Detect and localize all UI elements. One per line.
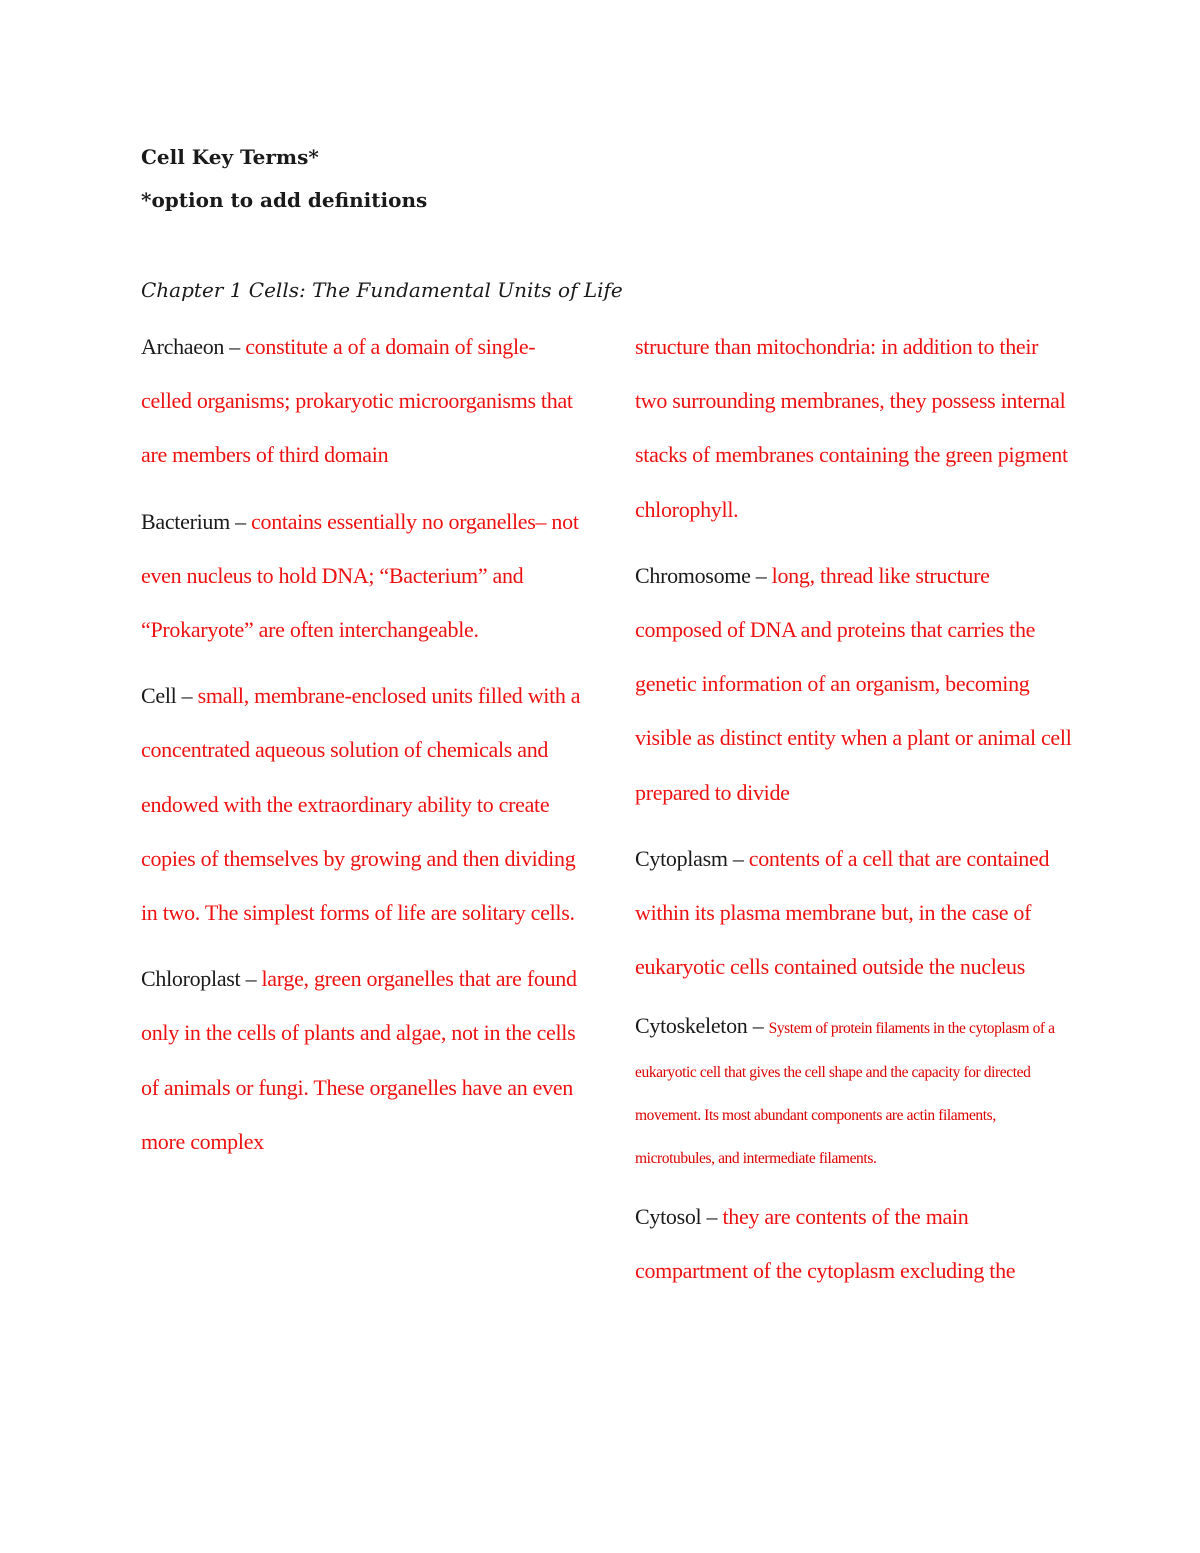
definition-cytoplasm: contents of a cell that are contained within its plasma membrane but, in the case of eukaryotic cells contained outside the nucleus [635, 845, 1050, 980]
term-cell: Cell – [141, 683, 198, 709]
document-title: Cell Key Terms* [141, 145, 319, 169]
entry-cell [141, 669, 581, 940]
entry-cytoplasm [635, 832, 1075, 995]
entry-cytosol [635, 1190, 1075, 1298]
term-cytosol: Cytosol – [635, 1203, 723, 1229]
document-subtitle: *option to add definitions [141, 188, 428, 212]
definition-bacterium: contains essentially no organelles– not even nucleus to hold DNA; “Bacterium” and “Prokaryote” are often interchangeable. [141, 508, 579, 643]
term-chloroplast: Chloroplast – [141, 966, 262, 992]
entry-chloroplast [141, 952, 581, 1169]
entry-chromosome [635, 549, 1075, 820]
chapter-heading: Chapter 1 Cells: The Fundamental Units of Life [141, 278, 623, 302]
definition-chloroplast-continued: structure than mitochondria: in addition to their two surrounding membranes, they possess internal stacks of membranes containing the green pigment chlorophyll. [635, 334, 1068, 522]
term-archaeon: Archaeon – [141, 334, 246, 359]
term-cytoplasm: Cytoplasm – [635, 845, 749, 871]
definition-cytosol: they are contents of the main compartment of the cytoplasm excluding the [635, 1203, 1016, 1283]
definition-cell: small, membrane-enclosed units filled with a concentrated aqueous solution of chemicals and endowed with the extraordinary ability to create copies of themselves by growing and then dividing in two. The simplest forms of life are solitary cells. [141, 683, 581, 926]
definition-chromosome: long, thread like structure composed of DNA and proteins that carries the genetic information of an organism, becoming visible as distinct entity when a plant or animal cell prepared to divide [635, 562, 1072, 805]
definition-archaeon: constitute a of a domain of single-celled organisms; prokaryotic microorganisms that are members of third domain [141, 334, 573, 468]
term-bacterium: Bacterium – [141, 508, 252, 534]
entry-bacterium [141, 495, 581, 658]
term-chromosome: Chromosome – [635, 562, 772, 588]
definition-chloroplast: large, green organelles that are found only in the cells of plants and algae, not in the cells of animals or fungi. These organelles have an even more complex [141, 966, 577, 1154]
entry-chloroplast-continued [635, 320, 1075, 537]
left-column [141, 320, 581, 1181]
term-cytoskeleton: Cytoskeleton – [635, 1013, 769, 1039]
right-column [635, 320, 1075, 1310]
entry-archaeon [141, 320, 581, 483]
definition-cytoskeleton: System of protein filaments in the cytoplasm of a eukaryotic cell that gives the cell shape and the capacity for directed movement. Its most abundant components are actin filaments, microtubules, and intermediate filaments. [635, 1020, 1055, 1168]
entry-cytoskeleton [635, 1006, 1075, 1179]
